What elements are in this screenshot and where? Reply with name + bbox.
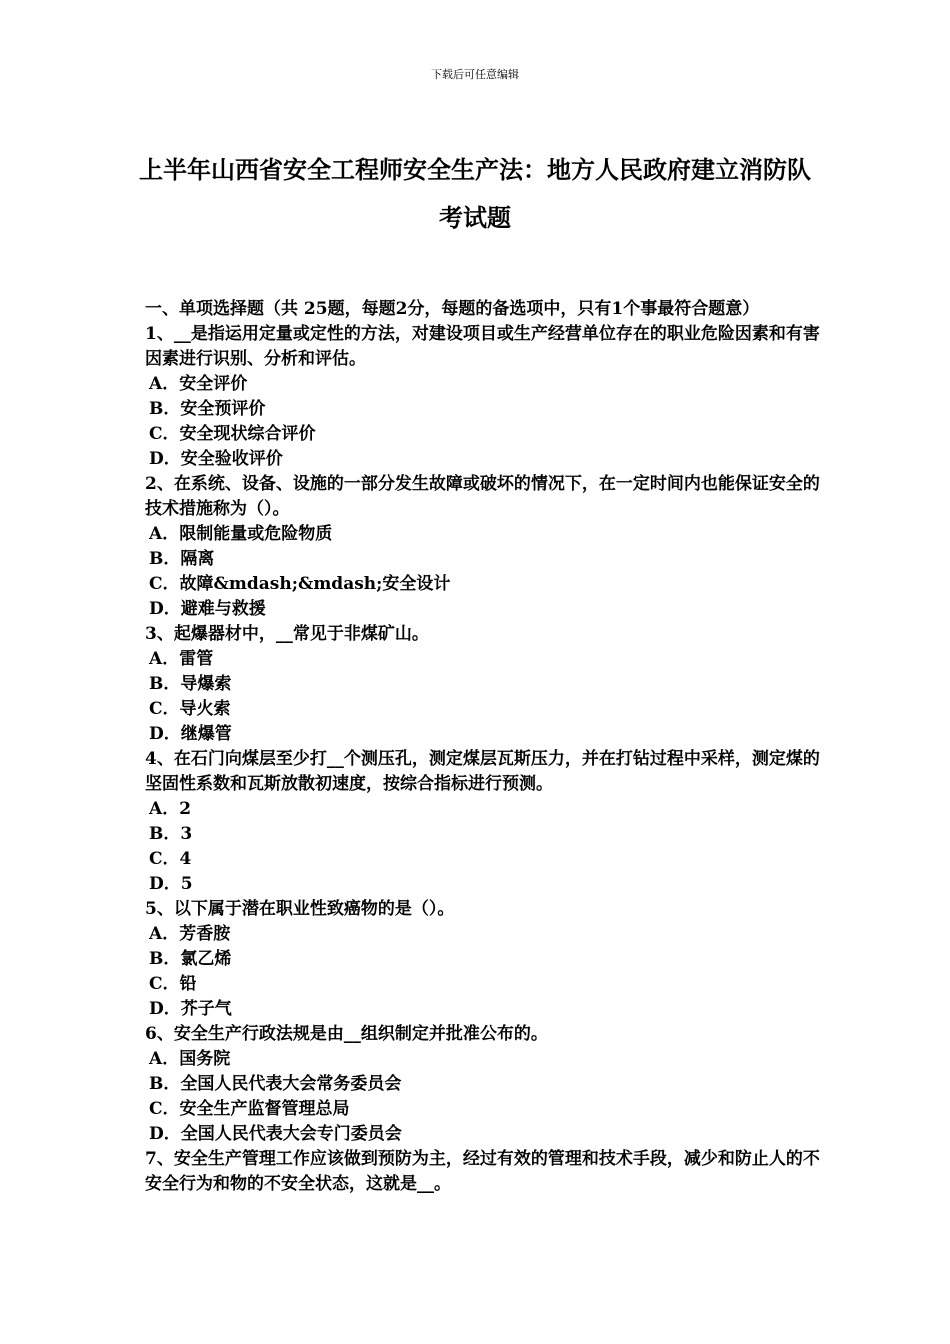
option-list bbox=[145, 522, 825, 622]
question-stem: 6、安全生产行政法规是由__组织制定并批准公布的。 bbox=[145, 1024, 548, 1044]
question-stem: 3、起爆器材中，__常见于非煤矿山。 bbox=[145, 624, 429, 644]
question-5 bbox=[145, 897, 825, 1022]
option-c: C．安全生产监督管理总局 bbox=[149, 1099, 350, 1119]
question-stem: 2、在系统、设备、设施的一部分发生故障或破坏的情况下，在一定时间内也能保证安全的技术措施称为（）。 bbox=[145, 474, 820, 519]
option-a: A．芳香胺 bbox=[149, 924, 231, 944]
option-a: A．2 bbox=[149, 799, 192, 819]
option-b: B．全国人民代表大会常务委员会 bbox=[149, 1074, 402, 1094]
option-b: B．氯乙烯 bbox=[149, 949, 232, 969]
option-b: B．安全预评价 bbox=[149, 399, 266, 419]
option-d: D．避难与救援 bbox=[149, 599, 266, 619]
option-a: A．安全评价 bbox=[149, 374, 248, 394]
header-note: 下载后可任意编辑 bbox=[431, 68, 519, 81]
option-list bbox=[145, 372, 825, 472]
option-d: D．芥子气 bbox=[149, 999, 232, 1019]
option-d: D．继爆管 bbox=[149, 724, 232, 744]
option-c: C．安全现状综合评价 bbox=[149, 424, 316, 444]
question-3 bbox=[145, 622, 825, 747]
option-d: D．5 bbox=[149, 874, 193, 894]
option-list bbox=[145, 797, 825, 897]
question-stem: 5、以下属于潜在职业性致癌物的是（）。 bbox=[145, 899, 455, 919]
option-a: A．限制能量或危险物质 bbox=[149, 524, 333, 544]
option-c: C．铅 bbox=[149, 974, 197, 994]
question-stem: 7、安全生产管理工作应该做到预防为主，经过有效的管理和技术手段，减少和防止人的不安全行为和物的不安全状态，这就是__。 bbox=[145, 1149, 820, 1194]
question-2 bbox=[145, 472, 825, 622]
option-a: A．国务院 bbox=[149, 1049, 231, 1069]
option-a: A．雷管 bbox=[149, 649, 214, 669]
document-title: 上半年山西省安全工程师安全生产法：地方人民政府建立消防队考试题 bbox=[139, 155, 811, 232]
question-4 bbox=[145, 747, 825, 897]
option-c: C．4 bbox=[149, 849, 192, 869]
option-c: C．故障&mdash;&mdash;安全设计 bbox=[149, 574, 451, 594]
question-7 bbox=[145, 1147, 825, 1197]
option-b: B．3 bbox=[149, 824, 193, 844]
question-6 bbox=[145, 1022, 825, 1147]
question-stem: 1、__是指运用定量或定性的方法，对建设项目或生产经营单位存在的职业危险因素和有害因素进行识别、分析和评估。 bbox=[145, 324, 820, 369]
option-b: B．隔离 bbox=[149, 549, 215, 569]
question-stem: 4、在石门向煤层至少打__个测压孔，测定煤层瓦斯压力，并在打钻过程中采样，测定煤的坚固性系数和瓦斯放散初速度，按综合指标进行预测。 bbox=[145, 749, 820, 794]
section-heading: 一、单项选择题（共 25题，每题2分，每题的备选项中，只有1个事最符合题意） bbox=[145, 299, 760, 319]
option-b: B．导爆索 bbox=[149, 674, 232, 694]
option-list bbox=[145, 647, 825, 747]
document-body bbox=[145, 297, 825, 1197]
option-d: D．安全验收评价 bbox=[149, 449, 283, 469]
option-d: D．全国人民代表大会专门委员会 bbox=[149, 1124, 402, 1144]
option-list bbox=[145, 922, 825, 1022]
option-c: C．导火索 bbox=[149, 699, 231, 719]
question-1 bbox=[145, 322, 825, 472]
option-list bbox=[145, 1047, 825, 1147]
